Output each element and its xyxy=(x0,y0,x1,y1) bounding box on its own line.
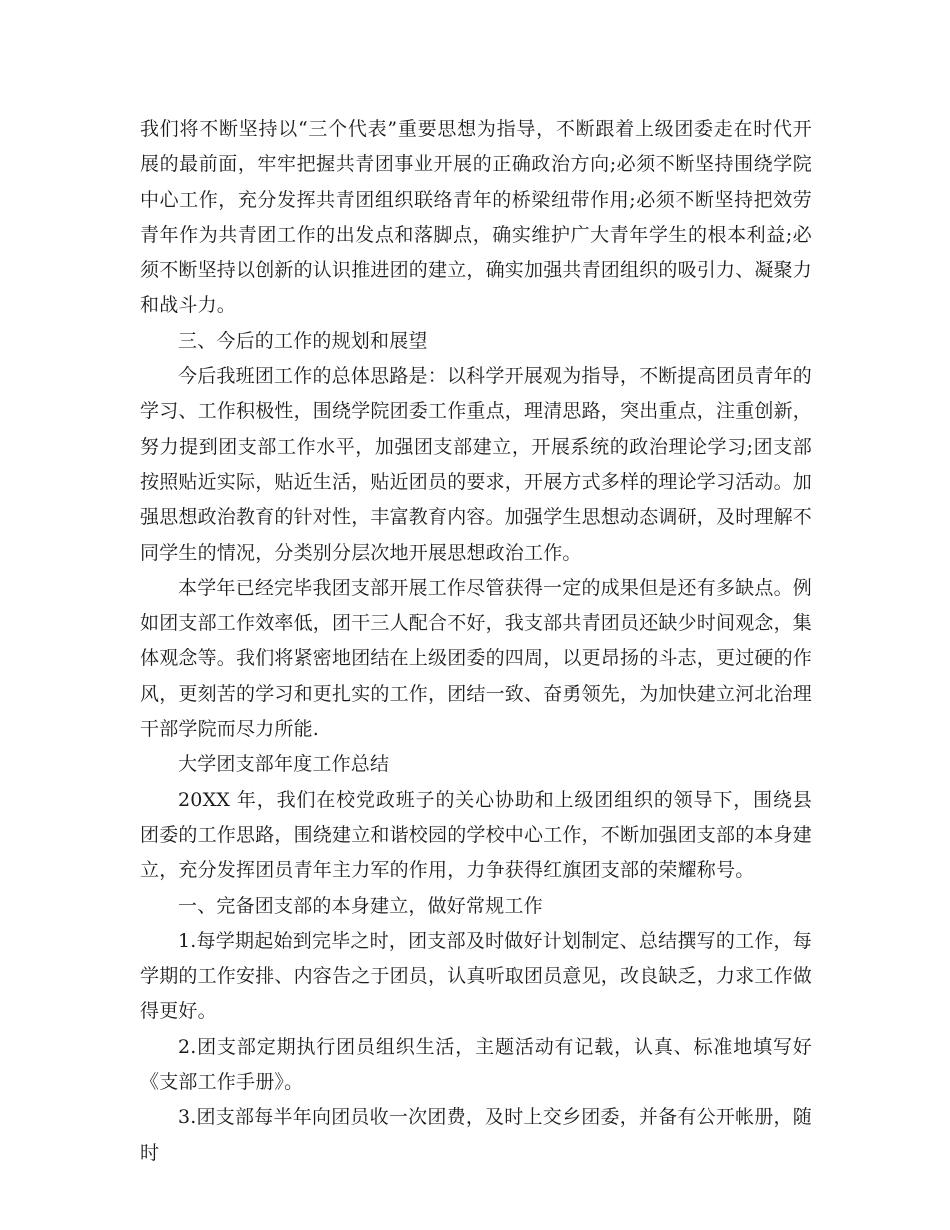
list-item-2: 2.团支部定期执行团员组织生活，主题活动有记载，认真、标准地填写好《支部工作手册》。 xyxy=(140,1035,812,1094)
document-subtitle: 大学团支部年度工作总结 xyxy=(178,753,390,776)
paragraph-continuation: 我们将不断坚持以“三个代表”重要思想为指导，不断跟着上级团委走在时代开展的最前面，牢牢把握共青团事业开展的正确政治方向;必须不断坚持围绕学院中心工作，充分发挥共青团组织联络青年的桥梁纽带作用;必须不断坚持把效劳青年作为共青团工作的出发点和落脚点，确实维护广大青年学生的根本利益;必须不断坚持以创新的认识推进团的建立，确实加强共青团组织的吸引力、凝聚力和战斗力。 xyxy=(140,118,813,317)
paragraph-intro-year: 20XX 年，我们在校党政班子的关心协助和上级团组织的领导下，围绕县团委的工作思路，围绕建立和谐校园的学校中心工作，不断加强团支部的本身建立，充分发挥团员青年主力军的作用，力争获得红旗团支部的荣耀称号。 xyxy=(140,788,813,882)
section-heading-routine-work: 一、完备团支部的本身建立，做好常规工作 xyxy=(178,894,543,917)
document-body xyxy=(140,112,812,1171)
paragraph-overall-approach: 今后我班团工作的总体思路是：以科学开展观为指导，不断提高团员青年的学习、工作积极性，围绕学院团委工作重点，理清思路，突出重点，注重创新，努力提到团支部工作水平，加强团支部建立，开展系统的政治理论学习;团支部按照贴近实际，贴近生活，贴近团员的要求，开展方式多样的理论学习活动。加强思想政治教育的针对性，丰富教育内容。加强学生思想动态调研，及时理解不同学生的情况，分类别分层次地开展思想政治工作。 xyxy=(140,365,813,564)
list-item-3: 3.团支部每半年向团员收一次团费，及时上交乡团委，并备有公开帐册，随时 xyxy=(140,1106,812,1164)
list-item-1: 1.每学期起始到完毕之时，团支部及时做好计划制定、总结撰写的工作，每学期的工作安排、内容告之于团员，认真听取团员意见，改良缺乏，力求工作做得更好。 xyxy=(140,929,813,1023)
section-heading-future-plan: 三、今后的工作的规划和展望 xyxy=(178,329,428,352)
paragraph-shortcomings: 本学年已经完毕我团支部开展工作尽管获得一定的成果但是还有多缺点。例如团支部工作效率低，团干三人配合不好，我支部共青团员还缺少时间观念，集体观念等。我们将紧密地团结在上级团委的四周，以更昂扬的斗志，更过硬的作风，更刻苦的学习和更扎实的工作，团结一致、奋勇领先，为加快建立河北治理干部学院而尽力所能. xyxy=(140,576,813,741)
